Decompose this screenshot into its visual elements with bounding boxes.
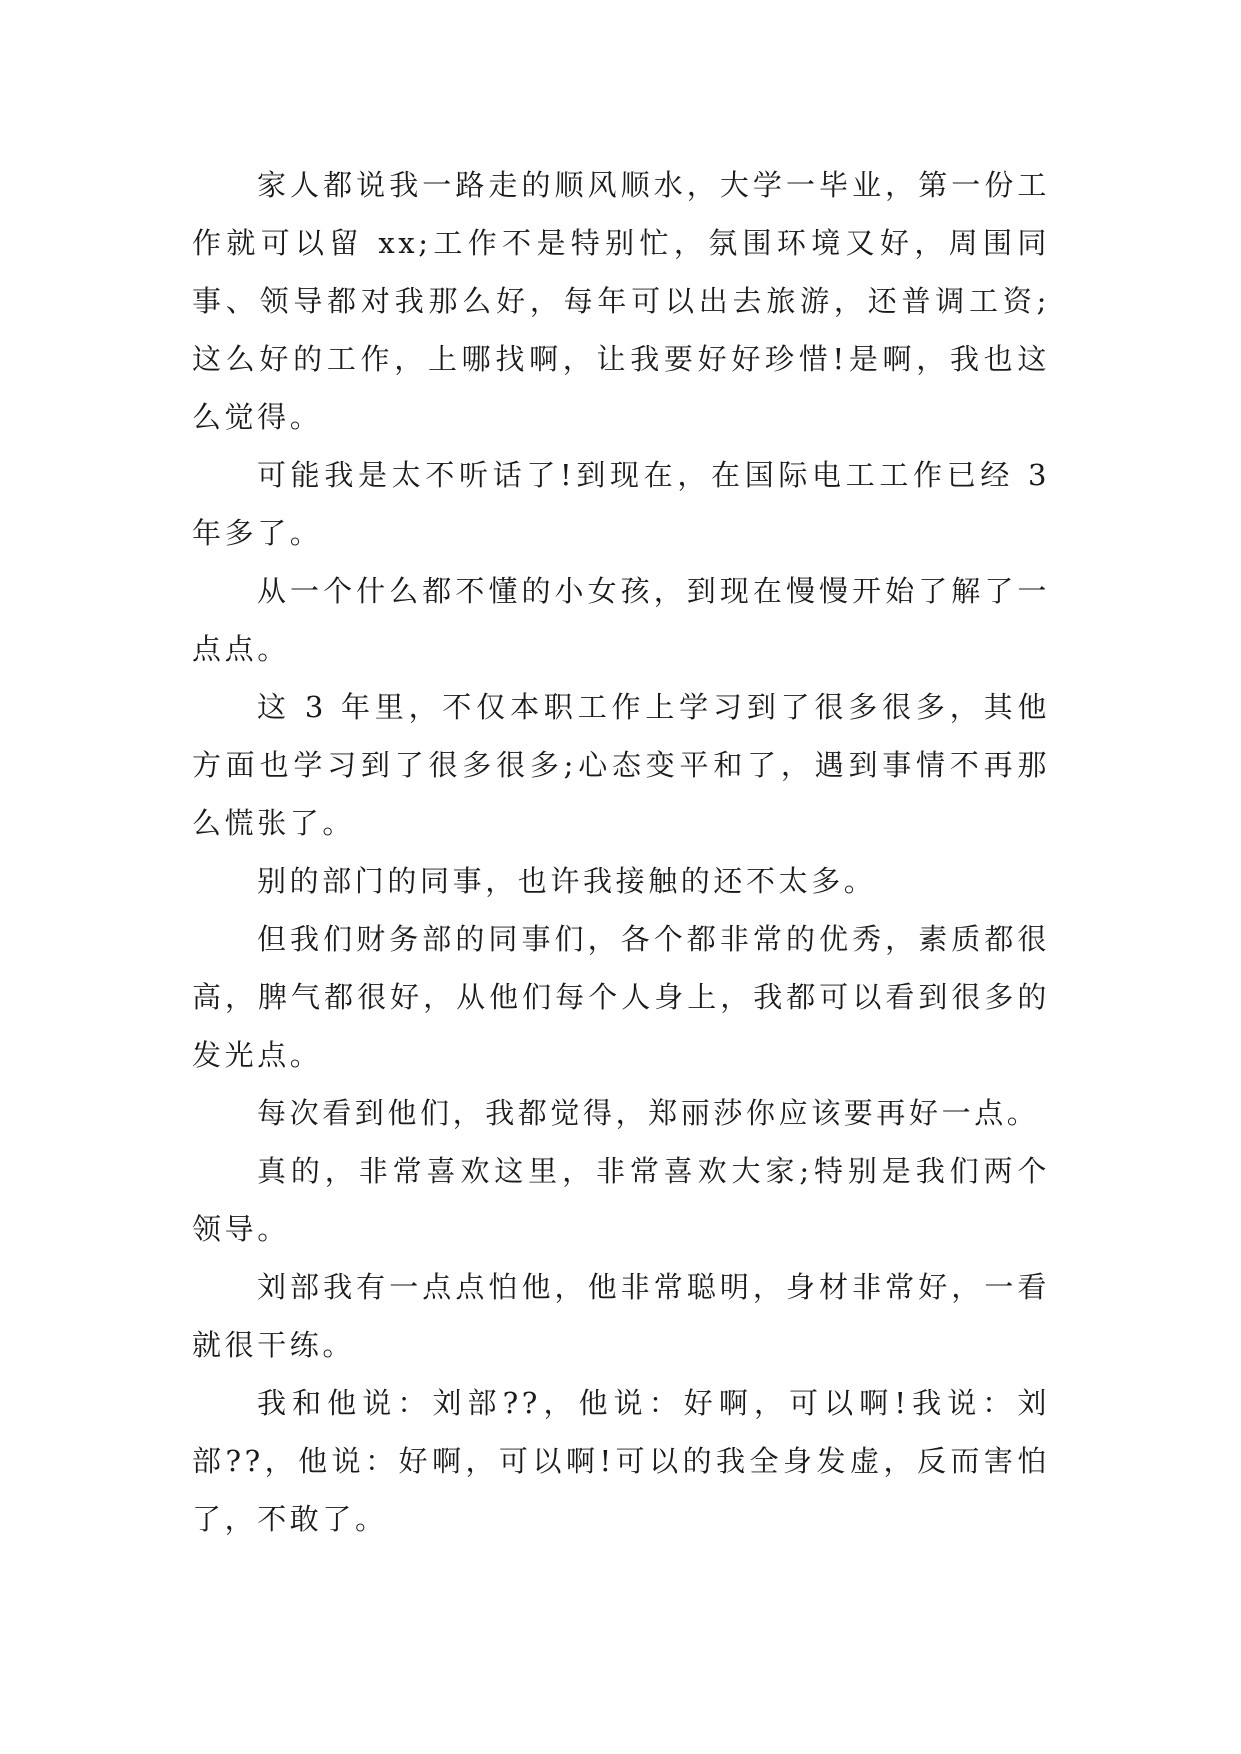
paragraph-8: 真的，非常喜欢这里，非常喜欢大家;特别是我们两个领导。 [192, 1154, 1050, 1246]
paragraph-7: 每次看到他们，我都觉得，郑丽莎你应该要再好一点。 [257, 1096, 1040, 1130]
paragraph-5: 别的部门的同事，也许我接触的还不太多。 [257, 864, 877, 898]
paragraph-4: 这 3 年里，不仅本职工作上学习到了很多很多，其他方面也学习到了很多很多;心态变平和了，遇到事情不再那么慌张了。 [192, 690, 1050, 840]
paragraph-6: 但我们财务部的同事们，各个都非常的优秀，素质都很高，脾气都很好，从他们每个人身上，我都可以看到很多的发光点。 [192, 922, 1050, 1072]
paragraph-9: 刘部我有一点点怕他，他非常聪明，身材非常好，一看就很干练。 [192, 1270, 1050, 1362]
paragraph-1: 家人都说我一路走的顺风顺水，大学一毕业，第一份工作就可以留 xx;工作不是特别忙，氛围环境又好，周围同事、领导都对我那么好，每年可以出去旅游，还普调工资;这么好的工作，上哪找啊，让我要好好珍惜!是啊，我也这么觉得。 [192, 168, 1050, 434]
paragraph-3: 从一个什么都不懂的小女孩，到现在慢慢开始了解了一点点。 [192, 574, 1050, 666]
paragraph-10: 我和他说：刘部??，他说：好啊，可以啊!我说：刘部??，他说：好啊，可以啊!可以的我全身发虚，反而害怕了，不敢了。 [192, 1386, 1050, 1536]
document-body [192, 156, 1050, 1548]
paragraph-2: 可能我是太不听话了!到现在，在国际电工工作已经 3 年多了。 [192, 458, 1050, 550]
